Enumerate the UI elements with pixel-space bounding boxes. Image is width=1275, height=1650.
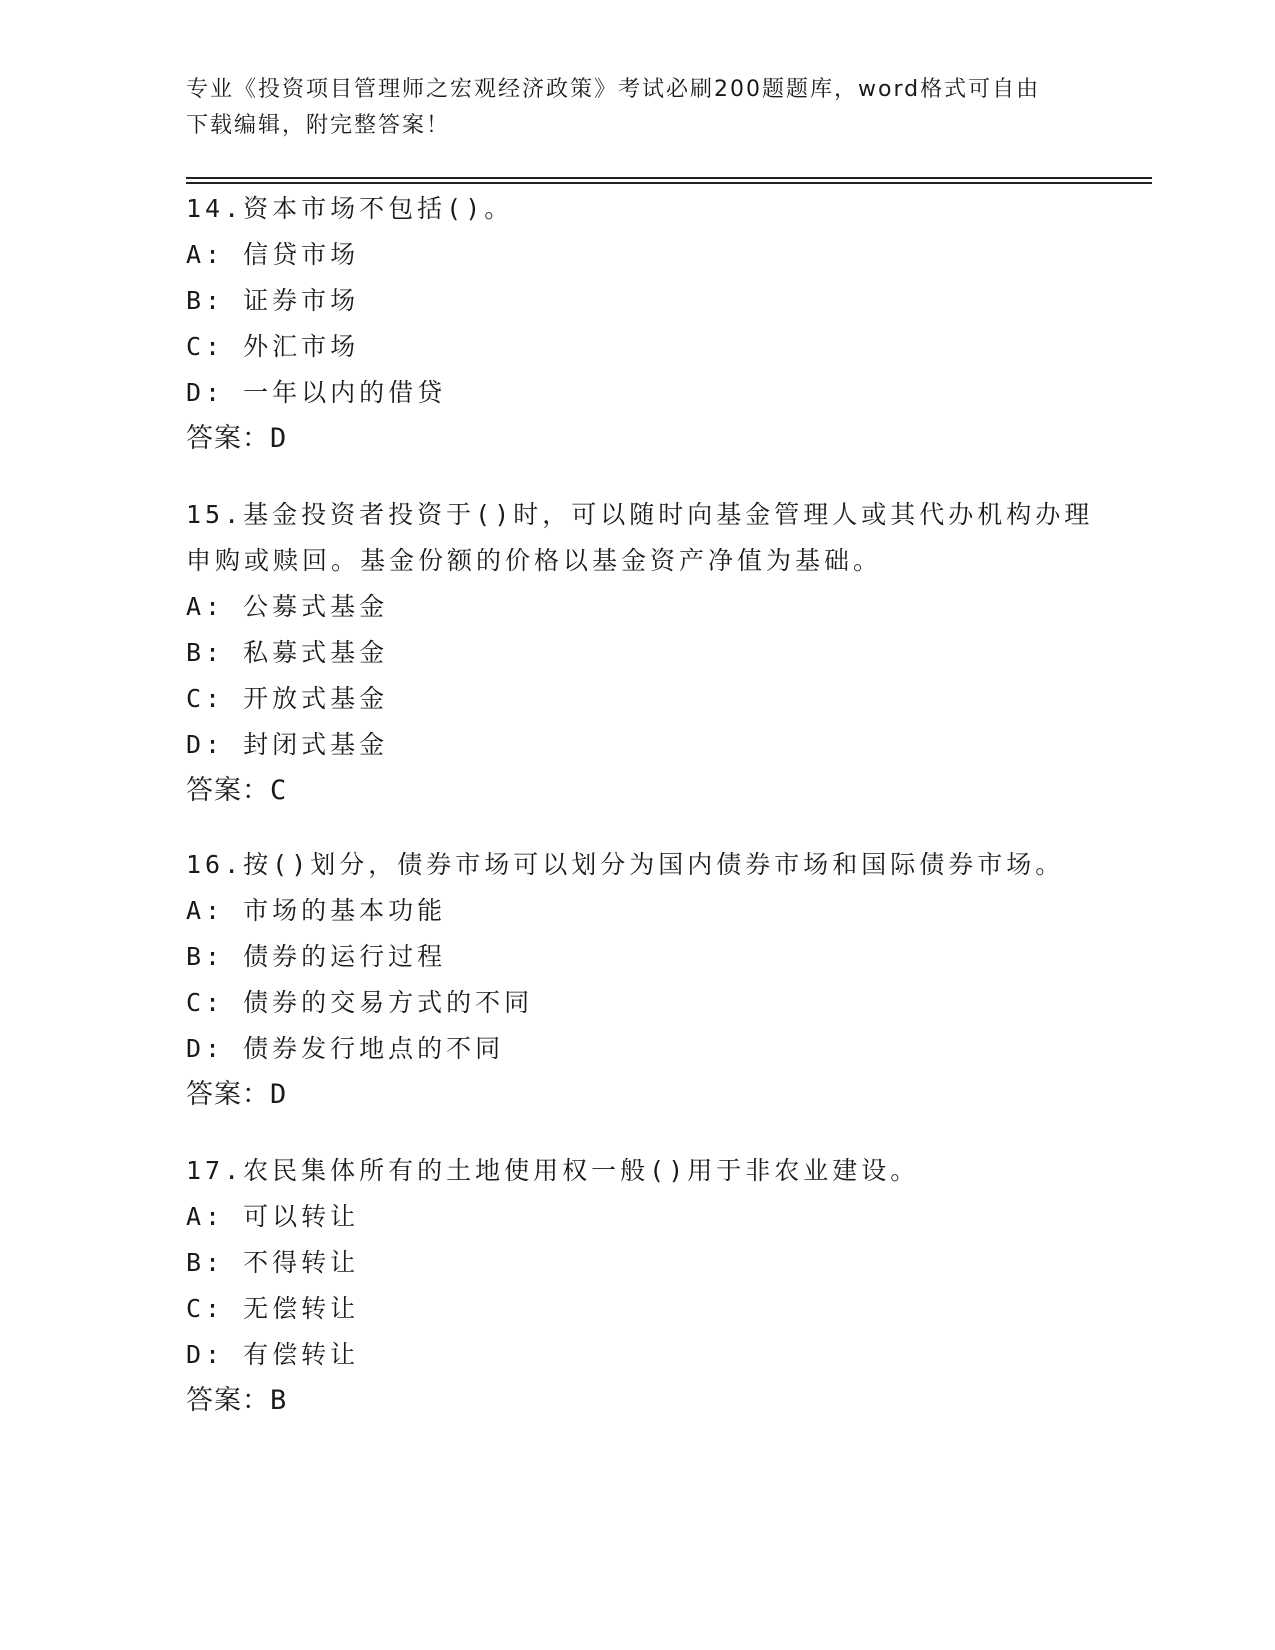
answer-label: 答案： [186,423,270,454]
question-15 [186,492,1094,814]
header-line-2: 下载编辑，附完整答案！ [186,113,451,138]
answer-line [186,1378,1086,1424]
question-stem-continued: 申购或赎回。基金份额的价格以基金资产净值为基础。 [186,546,883,575]
header-divider-top [186,177,1152,179]
option-c: C: 外汇市场 [186,332,360,361]
answer-label: 答案： [186,1385,270,1416]
question-stem: 15.基金投资者投资于()时，可以随时向基金管理人或其代办机构办理 [186,500,1094,529]
question-stem: 16.按()划分，债券市场可以划分为国内债券市场和国际债券市场。 [186,850,1065,879]
answer-label: 答案： [186,775,270,806]
option-a: A: 可以转让 [186,1202,360,1231]
option-c: C: 无偿转让 [186,1294,360,1323]
option-d: D: 一年以内的借贷 [186,378,447,407]
header-line-1: 专业《投资项目管理师之宏观经济政策》考试必刷200题题库，word格式可自由 [186,77,1041,102]
question-16 [186,842,1086,1118]
option-a: A: 公募式基金 [186,592,389,621]
document-header [186,72,1086,144]
question-stem: 17.农民集体所有的土地使用权一般()用于非农业建设。 [186,1156,920,1185]
header-divider-bottom [186,182,1152,184]
option-b: B: 不得转让 [186,1248,360,1277]
option-a: A: 信贷市场 [186,240,360,269]
answer-line [186,416,1086,462]
answer-key: D [270,1079,288,1110]
option-d: D: 封闭式基金 [186,730,389,759]
option-d: D: 债券发行地点的不同 [186,1034,505,1063]
option-c: C: 开放式基金 [186,684,389,713]
answer-key: D [270,423,288,454]
question-stem: 14.资本市场不包括()。 [186,194,514,223]
option-b: B: 债券的运行过程 [186,942,447,971]
question-17 [186,1148,1086,1424]
option-b: B: 私募式基金 [186,638,389,667]
answer-key: C [270,775,288,806]
option-c: C: 债券的交易方式的不同 [186,988,534,1017]
question-14 [186,186,1086,462]
answer-key: B [270,1385,288,1416]
option-b: B: 证券市场 [186,286,360,315]
answer-label: 答案： [186,1079,270,1110]
option-d: D: 有偿转让 [186,1340,360,1369]
answer-line [186,768,1086,814]
option-a: A: 市场的基本功能 [186,896,447,925]
answer-line [186,1072,1086,1118]
